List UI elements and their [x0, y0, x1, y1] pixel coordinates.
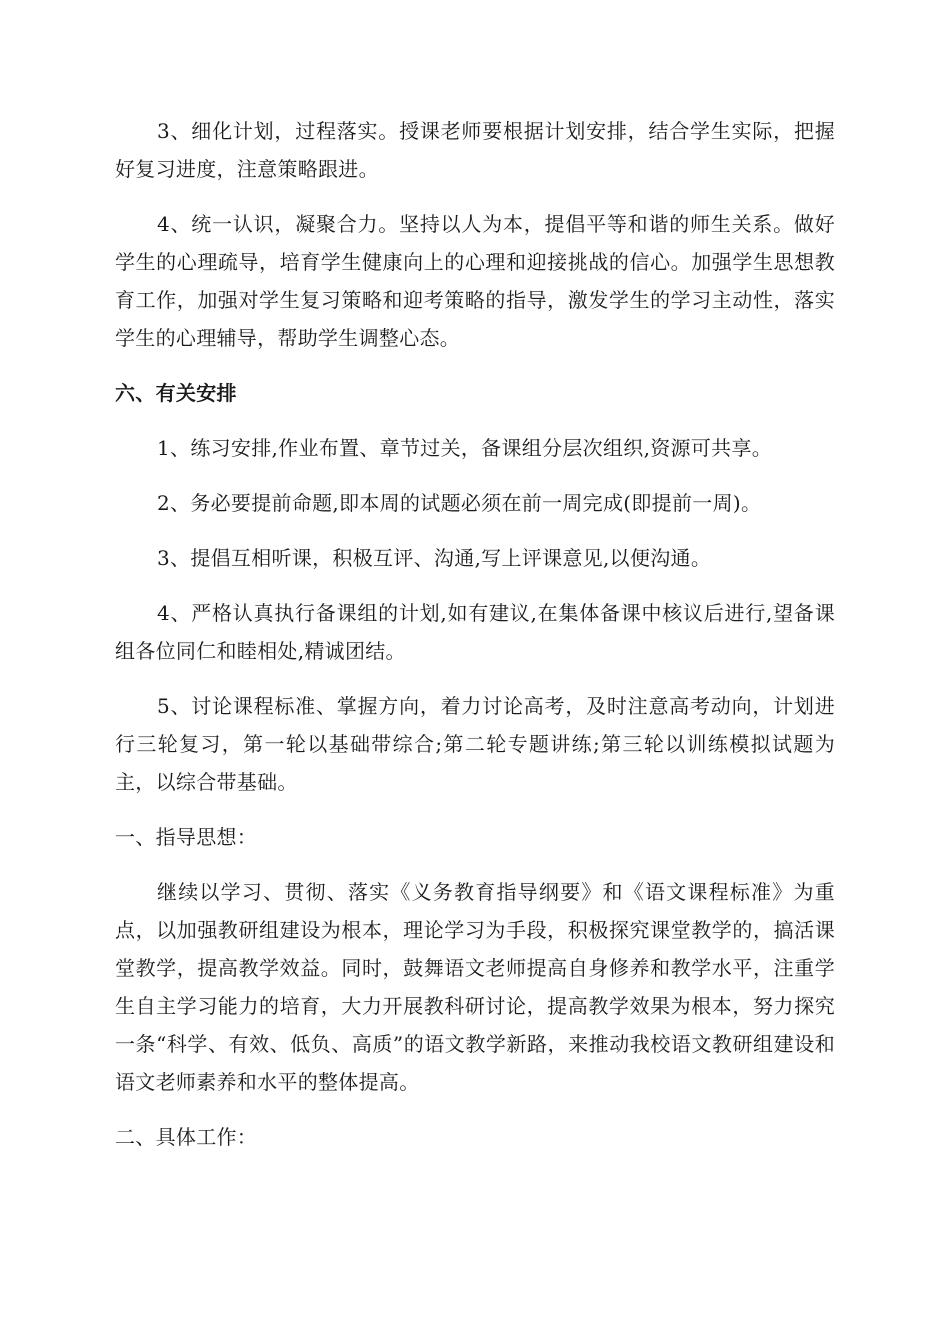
arrangement-item-2: 2、务必要提前命题,即本周的试题必须在前一周完成(即提前一周)。 [157, 491, 762, 515]
paragraph-item-3: 3、细化计划，过程落实。授课老师要根据计划安排，结合学生实际，把握好复习进度，注意策略跟进。 [115, 119, 835, 181]
section-heading-arrangements: 六、有关安排 [115, 381, 237, 405]
document-page [115, 112, 835, 1156]
guiding-ideology-paragraph: 继续以学习、贯彻、落实《义务教育指导纲要》和《语文课程标准》为重点，以加强教研组建设为根本，理论学习为手段，积极探究课堂教学的，搞活课堂教学，提高教学效益。同时，鼓舞语文老师提高自身修养和教学水平，注重学生自主学习能力的培育，大力开展教科研讨论，提高教学效果为根本，努力探究一条“科学、有效、低负、高质”的语文教学新路，来推动我校语文教研组建设和语文老师素养和水平的整体提高。 [115, 880, 835, 1094]
paragraph-item-4: 4、统一认识，凝聚合力。坚持以人为本，提倡平等和谐的师生关系。做好学生的心理疏导，培育学生健康向上的心理和迎接挑战的信心。加强学生思想教育工作，加强对学生复习策略和迎考策略的指导，激发学生的学习主动性，落实学生的心理辅导，帮助学生调整心态。 [115, 212, 835, 350]
arrangement-item-3: 3、提倡互相听课，积极互评、沟通,写上评课意见,以便沟通。 [157, 546, 712, 570]
arrangement-item-4: 4、严格认真执行备课组的计划,如有建议,在集体备课中核议后进行,望备课组各位同仁和睦相处,精诚团结。 [115, 601, 835, 663]
section-heading-specific-work: 二、具体工作： [115, 1125, 258, 1149]
arrangement-item-5: 5、讨论课程标准、掌握方向，着力讨论高考，及时注意高考动向，计划进行三轮复习，第一轮以基础带综合;第二轮专题讲练;第三轮以训练模拟试题为主，以综合带基础。 [115, 694, 835, 794]
arrangement-item-1: 1、练习安排,作业布置、章节过关，备课组分层次组织,资源可共享。 [157, 436, 773, 460]
section-heading-guiding-ideology: 一、指导思想： [115, 825, 258, 849]
